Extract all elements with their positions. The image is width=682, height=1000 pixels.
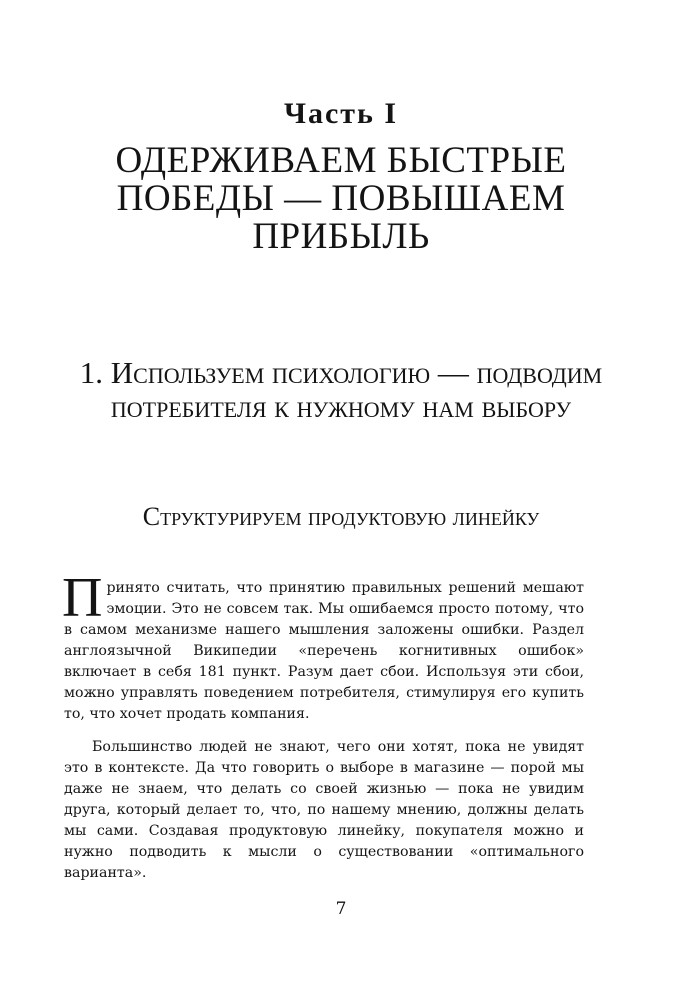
paragraph-1-text: ринято считать, что принятию правильных решений мешают эмоции. Это не совсем так. Мы ошибаемся просто потому, что в самом механизме нашего мышления заложены ошибки. Раздел англоязычной Википедии «перечень когнитивных ошибок» включает в себя 181 пункт. Разум дает сбои. Используя эти сбои, можно управлять поведением потребителя, стимулируя его купить то, что хочет продать компания. bbox=[64, 580, 584, 722]
section-title: Структурируем продуктовую линейку bbox=[142, 502, 540, 531]
paragraph-2: Большинство людей не знают, чего они хотят, пока не увидят это в контексте. Да что говорить о выборе в магазине — порой мы даже не знаем, что делать со своей жизнью — пока не увидим друга, который делает то, что, по нашему мнению, должны делать мы сами. Создавая продуктовую линейку, покупателя можно и нужно подводить к мысли о существовании «оптимального варианта». bbox=[64, 739, 584, 881]
drop-cap-letter: П bbox=[62, 567, 103, 629]
page-number: 7 bbox=[335, 899, 347, 919]
part-label: Часть I bbox=[283, 97, 399, 130]
paragraph-1 bbox=[62, 567, 584, 725]
part-title: ОДЕРЖИВАЕМ БЫСТРЫЕ ПОБЕДЫ — ПОВЫШАЕМ ПРИБЫЛЬ bbox=[115, 140, 567, 257]
chapter-title: 1. Используем психологию — подводим потребителя к нужному нам выбору bbox=[79, 355, 603, 424]
